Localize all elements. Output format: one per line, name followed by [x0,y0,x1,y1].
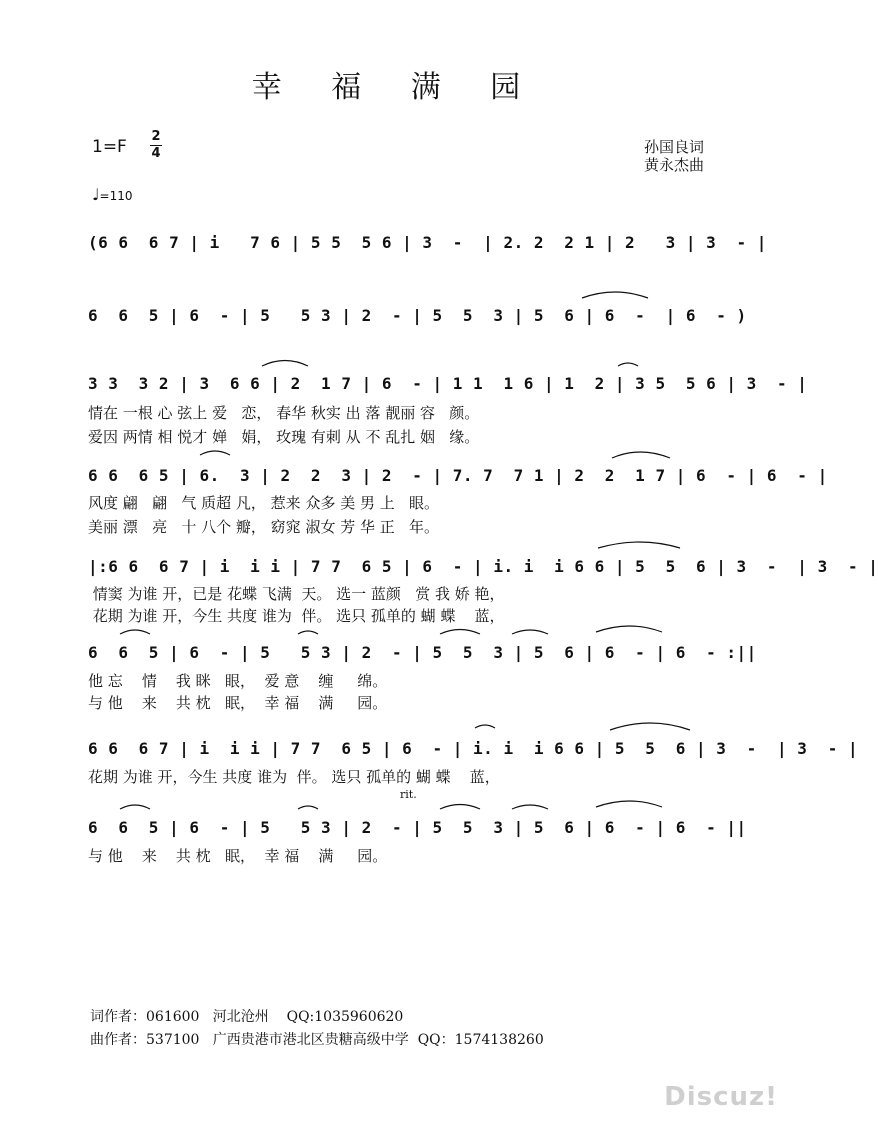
score-line-4-notes: 6 6 6 5 | 6. 3 | 2 2 3 | 2 - | 7. 7 7 1 | 2 2 1 7 | 6 - | 6 - | [88,466,828,485]
score-line-3-notes: 3 3 3 2 | 3 6 6 | 2 1 7 | 6 - | 1 1 1 6 | 1 2 | 3 5 5 6 | 3 - | [88,374,808,393]
score-line-7-lyrics-1: 花期 为谁 开，今生 共度 谁为 伴。 选只 孤单的 蝴 蝶 蓝， [88,768,500,786]
time-signature-bottom: 4 [151,146,161,161]
score-line-6-lyrics-2: 与 他 来 共 枕 眠， 幸 福 满 园。 [88,694,388,712]
credits [644,138,704,174]
score-line-4-lyrics-2: 美丽 漂 亮 十 八个 瓣， 窈窕 淑女 芳 华 正 年。 [88,518,440,536]
watermark-logo: Discuz! [664,1082,778,1112]
tempo-marking [92,185,133,204]
score-line-7-notes: 6 6 6 7 | i i i | 7 7 6 5 | 6 - | i. i i 6 6 | 5 5 6 | 3 - | 3 - | [88,739,859,758]
lyricist-credit: 孙国良词 [643,138,704,156]
key-signature: 1=F [92,137,127,157]
score-line-8-notes: 6 6 5 | 6 - | 5 5 3 | 2 - | 5 5 3 | 5 6 | 6 - | 6 - || [88,818,747,837]
time-signature-top: 2 [151,129,161,144]
score-line-4-lyrics-1: 风度 翩 翩 气 质超 凡， 惹来 众多 美 男 上 眼。 [88,494,440,512]
score-line-3-lyrics-1: 情在 一根 心 弦上 爱 恋， 春华 秋实 出 落 靓丽 容 颜。 [88,404,480,422]
score-line-8-lyrics-1: 与 他 来 共 枕 眠， 幸 福 满 园。 [88,847,388,865]
time-signature [150,130,162,161]
score-line-5-notes: |:6 6 6 7 | i i i | 7 7 6 5 | 6 - | i. i i 6 6 | 5 5 6 | 3 - | 3 - | [88,557,878,576]
score-line-1-notes: (6 6 6 7 | i 7 6 | 5 5 5 6 | 3 - | 2. 2 2 1 | 2 3 | 3 - | [88,233,767,252]
quarter-note-icon: ♩ [92,185,100,204]
score-line-6-lyrics-1: 他 忘 情 我 眯 眼， 爱 意 缠 绵。 [88,672,388,690]
footer-lyricist-info: 词作者：061600 河北沧州 QQ:1035960620 [90,1009,404,1025]
song-title: 幸 福 满 园 [251,70,541,105]
tempo-value: =110 [99,189,133,203]
composer-credit: 黄永杰曲 [643,156,704,174]
score-line-5-lyrics-2: 花期 为谁 开，今生 共度 谁为 伴。 选只 孤单的 蝴 蝶 蓝， [88,607,505,625]
score-line-3-lyrics-2: 爱因 两情 相 悦才 婵 娟， 玫瑰 有刺 从 不 乱扎 姻 缘。 [88,428,480,446]
score-line-5-lyrics-1: 情窦 为谁 开，已是 花蝶 飞满 天。 选一 蓝颜 赏 我 娇 艳， [88,585,505,603]
footer-composer-info: 曲作者：537100 广西贵港市港北区贵糖高级中学 QQ：1574138260 [90,1032,544,1048]
score-line-6-notes: 6 6 5 | 6 - | 5 5 3 | 2 - | 5 5 3 | 5 6 | 6 - | 6 - :|| [88,643,757,662]
ritardando-marking: rit. [400,788,417,801]
score-line-2-notes: 6 6 5 | 6 - | 5 5 3 | 2 - | 5 5 3 | 5 6 | 6 - | 6 - ) [88,306,747,325]
